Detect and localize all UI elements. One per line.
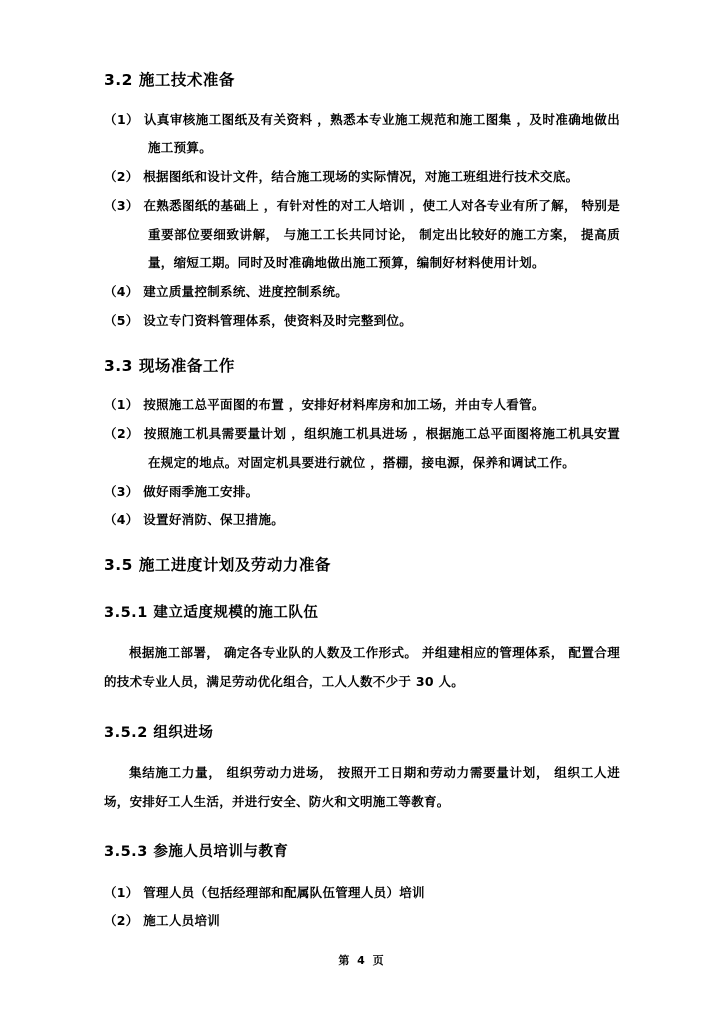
list-item: （4） 建立质量控制系统、进度控制系统。 [104, 284, 349, 300]
list-item: （3） 做好雨季施工安排。 [104, 483, 259, 499]
page-footer: 第 4 页 [338, 954, 386, 967]
list-item: （2） 按照施工机具需要量计划 ，组织施工机具进场 ，根据施工总平面图将施工机具安置在规定的地点。对固定机具要进行就位 ，搭棚，接电源，保养和调试工作。 [104, 426, 620, 470]
list-item: （3） 在熟悉图纸的基础上 ，有针对性的对工人培训 ，使工人对各专业有所了解， 特别是重要部位要细致讲解， 与施工工长共同讨论， 制定出比较好的施工方案， 提高质量，缩短工期。同时及时准确地做出施工预算，编制好材料使用计划。 [104, 197, 620, 271]
paragraph: 集结施工力量， 组织劳动力进场， 按照开工日期和劳动力需要量计划， 组织工人进场，安排好工人生活，并进行安全、防火和文明施工等教育。 [104, 764, 620, 809]
list-item: （1） 认真审核施工图纸及有关资料 ，熟悉本专业施工规范和施工图集 ，及时准确地做出施工预算。 [104, 111, 620, 156]
paragraph: 根据施工部署， 确定各专业队的人数及工作形式。 并组建相应的管理体系， 配置合理的技术专业人员，满足劳动优化组合，工人人数不少于 30 人。 [104, 645, 620, 689]
list-item: （1） 管理人员（包括经理部和配属队伍管理人员）培训 [104, 884, 425, 900]
list-item: （4） 设置好消防、保卫措施。 [104, 512, 285, 528]
list-item: （2） 根据图纸和设计文件，结合施工现场的实际情况，对施工班组进行技术交底。 [104, 169, 579, 185]
sub-heading-3-5-3: 3.5.3 参施人员培训与教育 [104, 844, 289, 861]
list-item: （2） 施工人员培训 [104, 913, 221, 929]
sub-heading-3-5-1: 3.5.1 建立适度规模的施工队伍 [104, 604, 319, 621]
section-heading-3-5: 3.5 施工进度计划及劳动力准备 [104, 556, 331, 575]
section-heading-3-3: 3.3 现场准备工作 [104, 356, 235, 375]
section-heading-3-2: 3.2 施工技术准备 [104, 71, 235, 89]
list-item: （5） 设立专门资料管理体系，使资料及时完整到位。 [104, 312, 413, 328]
sub-heading-3-5-2: 3.5.2 组织进场 [104, 724, 214, 741]
list-item: （1） 按照施工总平面图的布置 ，安排好材料库房和加工场，并由专人看管。 [104, 397, 545, 413]
